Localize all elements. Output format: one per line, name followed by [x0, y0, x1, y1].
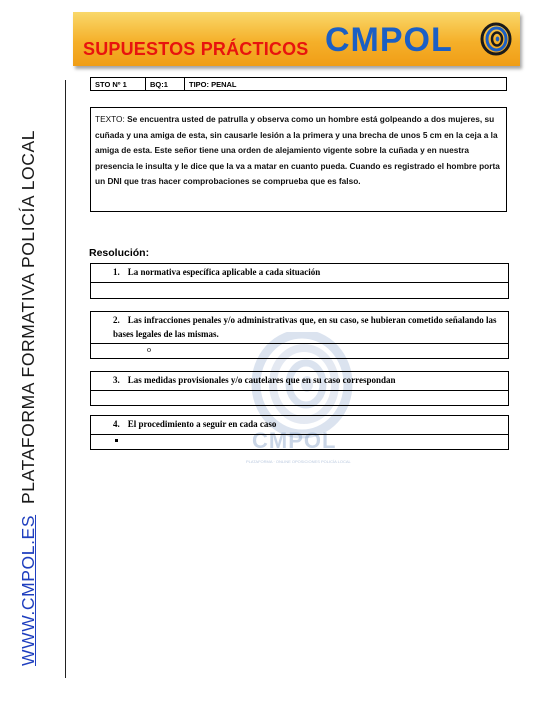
side-caption: [18, 106, 39, 666]
bq-cell: BQ:1: [146, 78, 185, 91]
header-banner: [73, 12, 520, 66]
tipo-cell: TIPO: PENAL: [185, 78, 507, 91]
question-1-text: La normativa específica aplicable a cada situación: [127, 267, 321, 277]
question-3: [90, 371, 509, 406]
watermark-tagline: PLATAFORMA · ONLINE OPOSICIONES POLICÍA LOCAL: [246, 459, 351, 464]
page-title: SUPUESTOS PRÁCTICOS: [83, 39, 309, 59]
brand-name: CMPOL: [325, 21, 453, 59]
question-4-num: 4.: [113, 419, 120, 429]
website-link[interactable]: WWW.CMPOL.ES: [18, 514, 38, 666]
texto-body: Se encuentra usted de patrulla y observa como un hombre está golpeando a dos mujeres, su cuñada y una amiga de esta, sin causarle lesión a la primera y una brecha de unos 5 cm en la ceja a la amiga de esta. Este señor tiene una orden de alejamiento vigente sobre la cuñada y en nuestra presencia le insulta y le dice que la va a matar en cuanto pueda. Cuando es registrado el hombre porta un DNI que tras hacer comprobaciones se comprueba que es falso.: [95, 114, 500, 186]
question-1: [90, 263, 509, 299]
case-header-table: [90, 77, 507, 91]
question-4-text: El procedimiento a seguir en cada caso: [127, 419, 277, 429]
question-3-text: Las medidas provisionales y/o cautelares que en su caso correspondan: [127, 375, 396, 385]
answer-1-field[interactable]: [91, 283, 508, 298]
sto-cell: STO Nº 1: [91, 78, 146, 91]
circle-bullet-icon: o: [147, 345, 151, 354]
platform-label: PLATAFORMA FORMATIVA POLICÍA LOCAL: [18, 129, 38, 504]
cmpol-logo-icon: [480, 22, 512, 56]
answer-3-field[interactable]: [91, 391, 508, 405]
resolution-title: Resolución:: [89, 247, 150, 259]
texto-label: TEXTO:: [95, 114, 125, 124]
question-2-text: Las infracciones penales y/o administrativas que, en su caso, se hubieran cometido señalando las bases legales de las mismas.: [113, 315, 497, 339]
question-4: [90, 415, 509, 450]
answer-4-field[interactable]: [91, 435, 508, 449]
question-2-num: 2.: [113, 315, 120, 325]
question-2: [90, 311, 509, 359]
question-1-num: 1.: [113, 267, 120, 277]
question-3-num: 3.: [113, 375, 120, 385]
case-text-box: [90, 107, 507, 212]
answer-2-field[interactable]: [91, 344, 508, 358]
square-bullet-icon: [115, 439, 118, 442]
side-divider: [65, 80, 66, 678]
watermark-brand: CMPOL: [252, 428, 337, 453]
